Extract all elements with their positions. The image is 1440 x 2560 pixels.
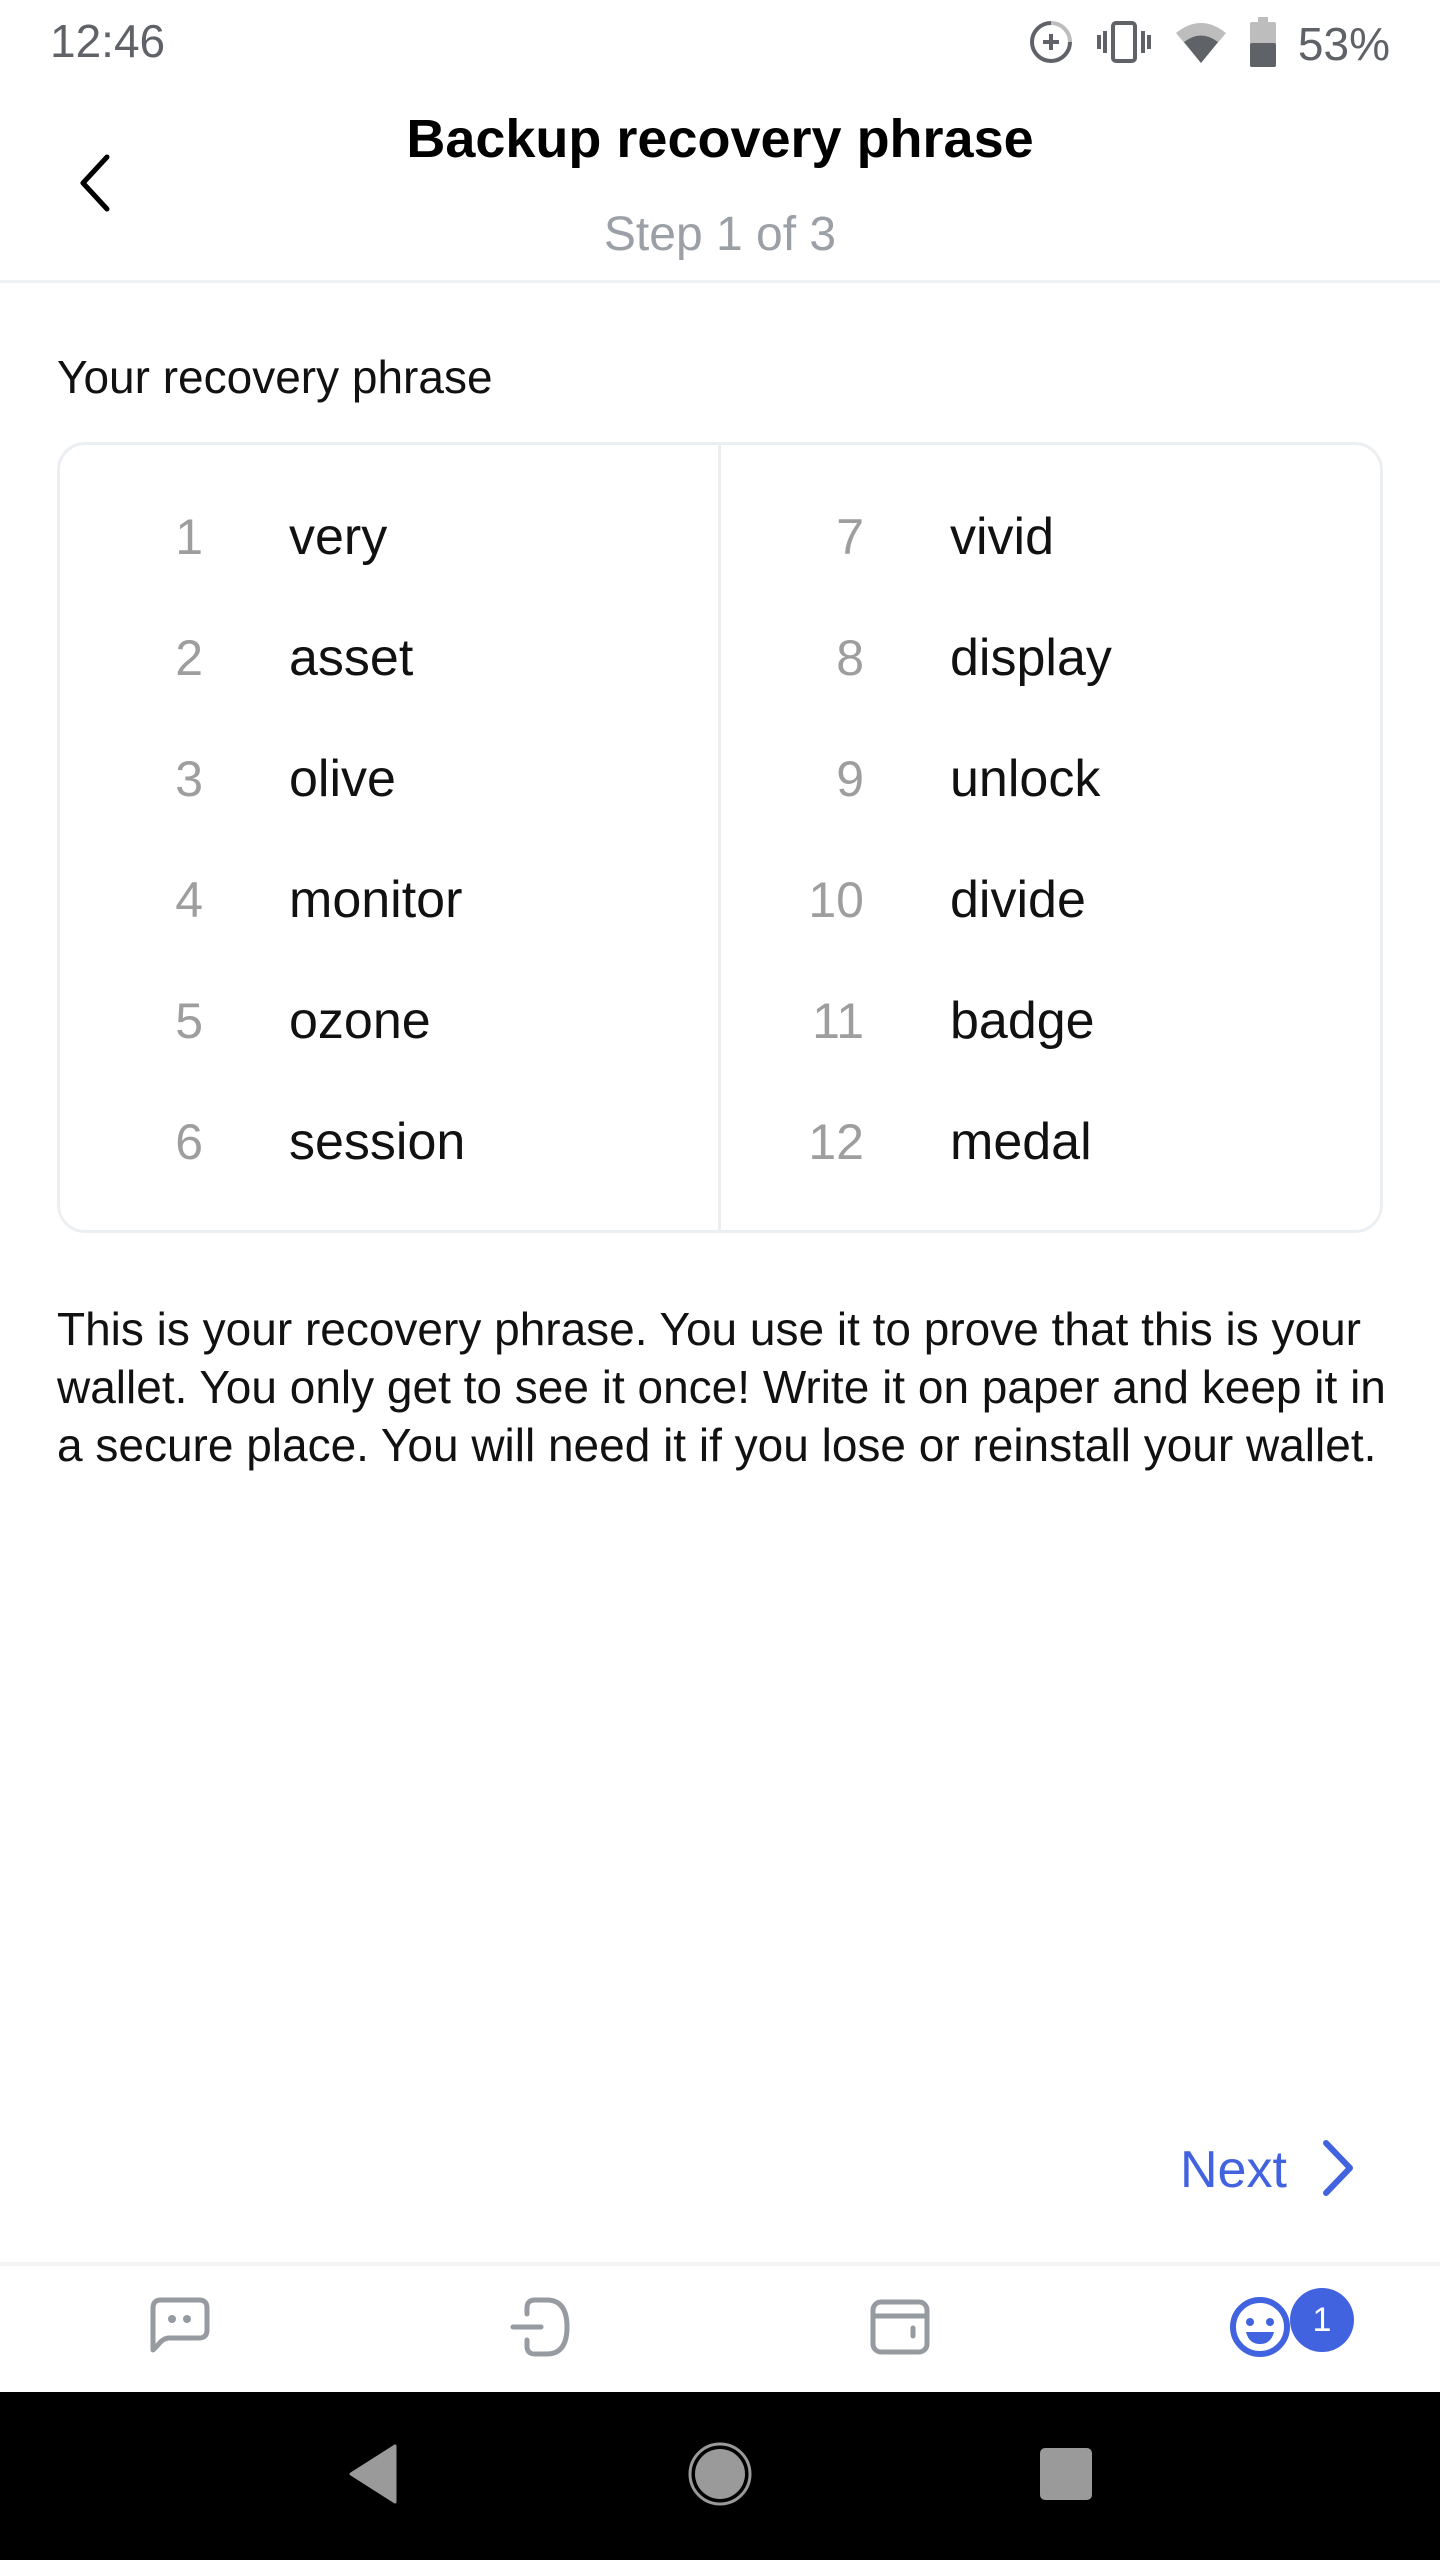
word-text: unlock [950,750,1101,808]
battery-percent: 53% [1297,18,1390,70]
recovery-phrase-description: This is your recovery phrase. You use it to prove that this is your wallet. You only get to see it once! Write it on paper and keep it in a secure place. You will need it if you lose or reinstall your wallet. [57,1303,1386,1471]
phrase-word-row [718,497,1054,577]
word-text: ozone [289,992,431,1050]
status-icons [1028,14,1390,74]
phrase-word-row [57,618,413,698]
next-label: Next [1180,2141,1287,2199]
word-text: monitor [289,871,463,929]
recovery-phrase-label: Your recovery phrase [57,351,493,403]
word-index: 1 [175,509,203,565]
system-back-button[interactable] [201,2444,547,2509]
word-index: 11 [812,993,864,1049]
word-text: divide [950,871,1086,929]
nav-item-chat[interactable] [0,2266,360,2392]
chat-bubble-icon [147,2294,213,2365]
word-text: badge [950,992,1095,1050]
phrase-word-row [718,860,1086,940]
word-text: session [289,1113,466,1171]
back-triangle-icon [347,2444,401,2509]
word-index: 2 [175,630,203,686]
phrase-word-row [718,618,1112,698]
system-home-button[interactable] [547,2441,893,2512]
word-index: 8 [836,630,864,686]
wallet-icon [867,2294,933,2365]
page-title: Backup recovery phrase [406,109,1034,169]
word-index: 5 [175,993,203,1049]
word-text: display [950,629,1112,687]
word-index: 10 [808,872,864,928]
system-recents-button[interactable] [893,2446,1239,2507]
phrase-word-row [718,1102,1092,1182]
word-text: asset [289,629,414,687]
notification-badge: 1 [1290,2288,1354,2352]
phrase-word-row [718,739,1100,819]
word-index: 9 [836,751,864,807]
battery-icon [1250,17,1276,72]
nav-item-wallet[interactable] [720,2266,1080,2392]
nav-item-login[interactable] [360,2266,720,2392]
word-index: 12 [808,1114,864,1170]
word-index: 6 [175,1114,203,1170]
word-text: vivid [950,508,1055,566]
word-index: 4 [175,872,203,928]
header-divider [0,280,1440,283]
phrase-word-row [57,739,396,819]
phrase-word-row [57,981,431,1061]
step-indicator: Step 1 of 3 [603,208,837,261]
status-time: 12:46 [50,15,166,67]
phrase-word-row [718,981,1095,1061]
home-circle-icon [687,2441,753,2512]
word-text: very [289,508,388,566]
vibrate-icon [1096,19,1152,70]
login-icon [507,2294,573,2365]
smiley-icon [1227,2294,1293,2365]
chevron-right-icon [1321,2139,1355,2202]
phrase-word-row [57,860,462,940]
bottom-nav [0,2266,1440,2392]
word-text: medal [950,1113,1092,1171]
recents-square-icon [1038,2446,1094,2507]
word-index: 3 [175,751,203,807]
next-button[interactable] [1180,2130,1355,2210]
phrase-word-row [57,497,387,577]
data-saver-icon [1028,19,1074,70]
nav-item-profile[interactable] [1080,2266,1440,2392]
phrase-word-row [57,1102,465,1182]
wifi-icon [1174,19,1228,70]
word-text: olive [289,750,396,808]
word-index: 7 [836,509,864,565]
system-navigation-bar [0,2392,1440,2560]
